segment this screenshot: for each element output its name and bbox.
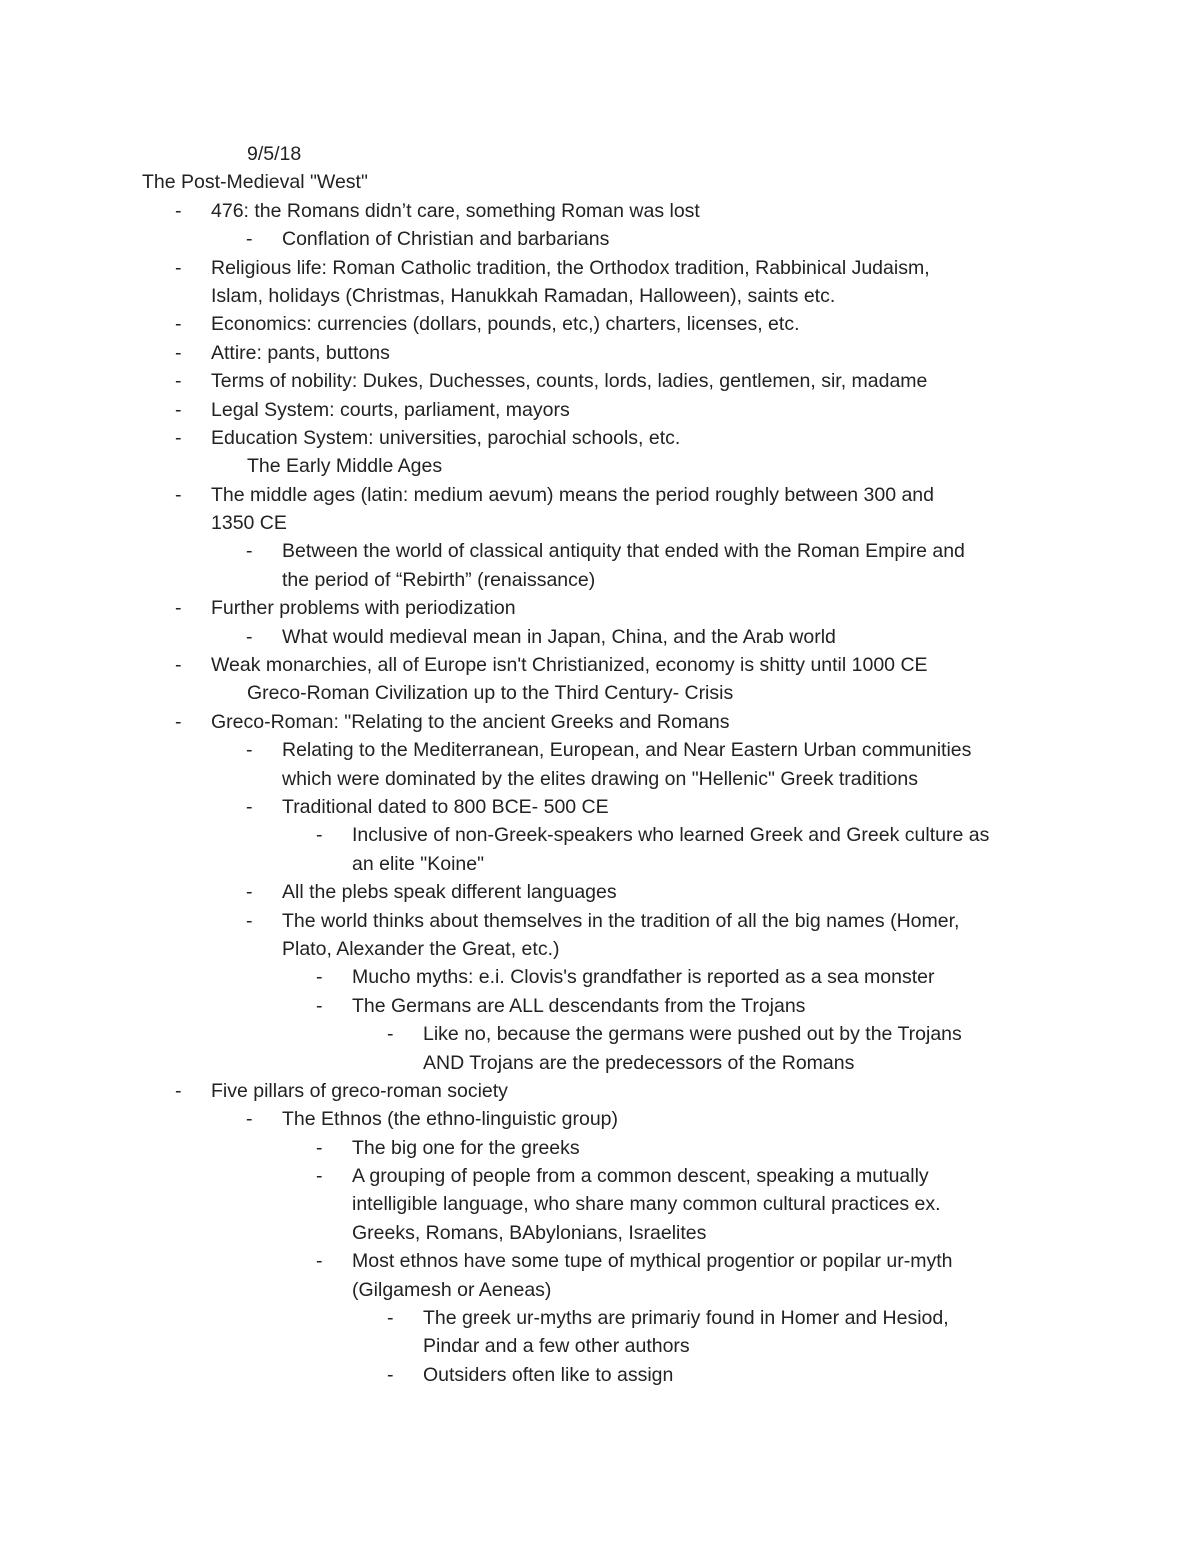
- note-text: The greek ur-myths are primariy found in Homer and Hesiod,: [423, 1307, 949, 1330]
- note-text: All the plebs speak different languages: [282, 881, 617, 904]
- note-line: [0, 1276, 1200, 1304]
- bullet-dash: -: [175, 597, 182, 620]
- note-line: [0, 1105, 1200, 1133]
- note-line: [0, 282, 1200, 310]
- bullet-dash: -: [246, 795, 253, 818]
- note-text: The Ethnos (the ethno-linguistic group): [282, 1108, 619, 1131]
- note-line: [0, 992, 1200, 1020]
- note-line: [0, 907, 1200, 935]
- bullet-dash: -: [175, 199, 182, 222]
- note-line: [0, 736, 1200, 764]
- note-text: Greco-Roman: "Relating to the ancient Greeks and Romans: [211, 710, 730, 733]
- note-line: [0, 537, 1200, 565]
- note-line: [0, 1304, 1200, 1332]
- bullet-dash: -: [175, 256, 182, 279]
- note-text: Attire: pants, buttons: [211, 341, 390, 364]
- note-text: Outsiders often like to assign: [423, 1363, 674, 1386]
- note-line: [0, 963, 1200, 991]
- note-line: [0, 793, 1200, 821]
- note-line: [0, 1162, 1200, 1190]
- bullet-dash: -: [246, 909, 253, 932]
- heading-text: 9/5/18: [247, 143, 302, 165]
- note-text: Between the world of classical antiquity that ended with the Roman Empire and: [282, 540, 965, 563]
- heading-line: [0, 679, 1200, 707]
- note-line: [0, 1020, 1200, 1048]
- bullet-dash: -: [175, 483, 182, 506]
- heading-line: [0, 452, 1200, 480]
- note-text: Pindar and a few other authors: [423, 1335, 690, 1358]
- note-text: AND Trojans are the predecessors of the Romans: [423, 1051, 855, 1074]
- heading-text: Greco-Roman Civilization up to the Third Century- Crisis: [247, 682, 734, 705]
- bullet-dash: -: [246, 540, 253, 563]
- note-text: Legal System: courts, parliament, mayors: [211, 398, 570, 421]
- note-text: Plato, Alexander the Great, etc.): [282, 937, 560, 960]
- note-line: [0, 1134, 1200, 1162]
- bullet-dash: -: [246, 739, 253, 762]
- note-line: [0, 935, 1200, 963]
- note-text: Most ethnos have some tupe of mythical progentior or popilar ur-myth: [352, 1250, 953, 1273]
- note-text: Relating to the Mediterranean, European, and Near Eastern Urban communities: [282, 739, 972, 762]
- note-line: [0, 765, 1200, 793]
- heading-line: [0, 140, 1200, 168]
- note-text: Conflation of Christian and barbarians: [282, 228, 610, 251]
- bullet-dash: -: [316, 1165, 323, 1188]
- bullet-dash: -: [175, 426, 182, 449]
- note-text: The world thinks about themselves in the tradition of all the big names (Homer,: [282, 909, 960, 932]
- note-text: The big one for the greeks: [352, 1136, 580, 1159]
- note-text: Further problems with periodization: [211, 597, 516, 620]
- note-text: Inclusive of non-Greek-speakers who learned Greek and Greek culture as: [352, 824, 990, 847]
- bullet-dash: -: [387, 1307, 394, 1330]
- note-line: [0, 225, 1200, 253]
- note-line: [0, 651, 1200, 679]
- bullet-dash: -: [246, 228, 253, 251]
- note-line: [0, 481, 1200, 509]
- note-text: Greeks, Romans, BAbylonians, Israelites: [352, 1221, 707, 1244]
- note-line: [0, 424, 1200, 452]
- note-line: [0, 197, 1200, 225]
- bullet-dash: -: [316, 1250, 323, 1273]
- note-line: [0, 254, 1200, 282]
- note-text: Religious life: Roman Catholic tradition, the Orthodox tradition, Rabbinical Judaism,: [211, 256, 930, 279]
- bullet-dash: -: [175, 654, 182, 677]
- bullet-dash: -: [316, 966, 323, 989]
- note-text: Economics: currencies (dollars, pounds, etc,) charters, licenses, etc.: [211, 313, 800, 336]
- note-text: The Germans are ALL descendants from the Trojans: [352, 994, 806, 1017]
- bullet-dash: -: [387, 1023, 394, 1046]
- note-text: an elite "Koine": [352, 852, 485, 875]
- note-line: [0, 1219, 1200, 1247]
- note-line: [0, 509, 1200, 537]
- note-text: The middle ages (latin: medium aevum) means the period roughly between 300 and: [211, 483, 934, 506]
- note-text: Islam, holidays (Christmas, Hanukkah Ramadan, Halloween), saints etc.: [211, 284, 836, 307]
- note-line: [0, 367, 1200, 395]
- note-text: Five pillars of greco-roman society: [211, 1079, 508, 1102]
- note-line: [0, 1361, 1200, 1389]
- note-text: 1350 CE: [211, 512, 287, 535]
- note-text: which were dominated by the elites drawing on "Hellenic" Greek traditions: [282, 767, 918, 790]
- bullet-dash: -: [316, 824, 323, 847]
- note-line: [0, 708, 1200, 736]
- note-text: Mucho myths: e.i. Clovis's grandfather is reported as a sea monster: [352, 966, 935, 989]
- note-text: 476: the Romans didn’t care, something Roman was lost: [211, 199, 700, 222]
- note-text: the period of “Rebirth” (renaissance): [282, 568, 596, 591]
- note-line: [0, 623, 1200, 651]
- bullet-dash: -: [246, 625, 253, 648]
- note-line: [0, 1247, 1200, 1275]
- bullet-dash: -: [246, 881, 253, 904]
- note-line: [0, 1049, 1200, 1077]
- note-text: A grouping of people from a common descent, speaking a mutually: [352, 1165, 929, 1188]
- note-line: [0, 396, 1200, 424]
- bullet-dash: -: [175, 1079, 182, 1102]
- bullet-dash: -: [175, 370, 182, 393]
- note-line: [0, 821, 1200, 849]
- heading-text: The Early Middle Ages: [247, 455, 443, 478]
- heading-line: [0, 168, 1200, 196]
- bullet-dash: -: [246, 1108, 253, 1131]
- bullet-dash: -: [316, 994, 323, 1017]
- bullet-dash: -: [175, 398, 182, 421]
- document-body: [0, 140, 1200, 1389]
- note-text: Weak monarchies, all of Europe isn't Christianized, economy is shitty until 1000 CE: [211, 654, 928, 677]
- note-line: [0, 594, 1200, 622]
- note-text: (Gilgamesh or Aeneas): [352, 1278, 552, 1301]
- bullet-dash: -: [175, 710, 182, 733]
- note-line: [0, 1077, 1200, 1105]
- bullet-dash: -: [175, 341, 182, 364]
- note-line: [0, 1190, 1200, 1218]
- note-text: Terms of nobility: Dukes, Duchesses, counts, lords, ladies, gentlemen, sir, madame: [211, 370, 928, 393]
- note-text: Education System: universities, parochial schools, etc.: [211, 426, 681, 449]
- note-text: Like no, because the germans were pushed out by the Trojans: [423, 1023, 962, 1046]
- note-line: [0, 878, 1200, 906]
- note-line: [0, 1332, 1200, 1360]
- note-text: What would medieval mean in Japan, China, and the Arab world: [282, 625, 836, 648]
- bullet-dash: -: [175, 313, 182, 336]
- note-text: Traditional dated to 800 BCE- 500 CE: [282, 795, 609, 818]
- note-line: [0, 850, 1200, 878]
- note-line: [0, 566, 1200, 594]
- bullet-dash: -: [387, 1363, 394, 1386]
- bullet-dash: -: [316, 1136, 323, 1159]
- note-text: intelligible language, who share many common cultural practices ex.: [352, 1193, 941, 1216]
- note-line: [0, 310, 1200, 338]
- note-line: [0, 339, 1200, 367]
- heading-text: The Post-Medieval "West": [142, 171, 368, 194]
